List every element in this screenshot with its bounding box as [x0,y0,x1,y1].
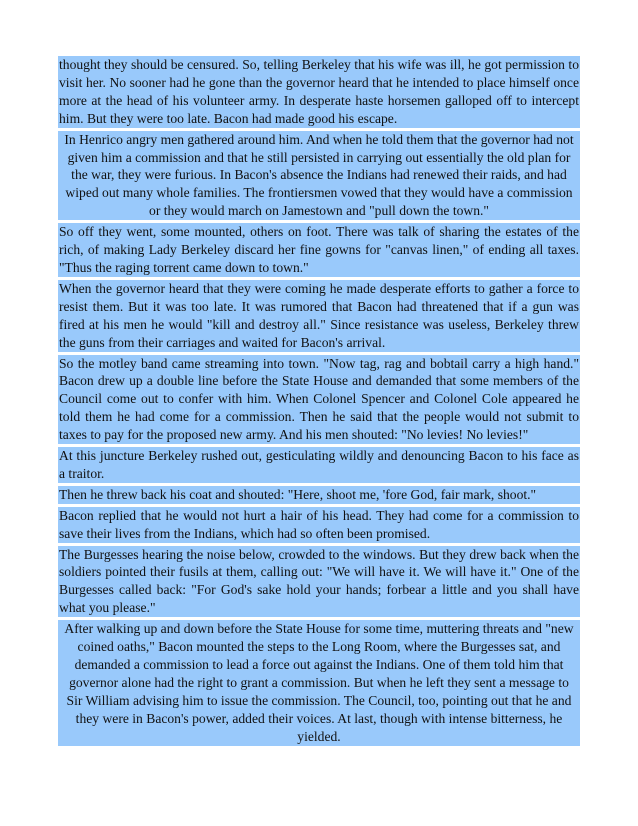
paragraph-2: In Henrico angry men gathered around him. And when he told them that the governor had not given him a commission and that he still persisted in carrying out essentially the old plan for the war, they were furious. In Bacon's absence the Indians had renewed their raids, and had wiped out many whole families. The frontiersmen vowed that they would have a commission or they would march on Jamestown and "pull down the town." [58,131,580,221]
paragraph-5: So the motley band came streaming into town. "Now tag, rag and bobtail carry a high hand." Bacon drew up a double line before the State House and demanded that some members of the Council come out to confer with him. When Colonel Spencer and Colonel Cole appeared he told them he had come for a commission. Then he said that the people would not submit to taxes to pay for the proposed new army. And his men shouted: "No levies! No levies!" [59,355,579,443]
paragraph-6: At this juncture Berkeley rushed out, gesticulating wildly and denouncing Bacon to his face as a traitor. [59,448,579,481]
paragraph-9: The Burgesses hearing the noise below, crowded to the windows. But they drew back when the soldiers pointed their fusils at them, calling out: "We will have it. We will have it." One of the Burgesses called back: "For God's sake hold your hands; forbear a little and you shall have what you please." [59,546,579,616]
document-page [58,56,580,749]
paragraph-3: So off they went, some mounted, others on foot. There was talk of sharing the estates of the rich, of making Lady Berkeley discard her fine gowns for "canvas linen," of ending all taxes. "Thus the raging torrent came down to town." [59,224,579,275]
paragraph-1: thought they should be censured. So, telling Berkeley that his wife was ill, he got permission to visit her. No sooner had he gone than the governor heard that he intended to place himself once more at the head of his volunteer army. In desperate haste horsemen galloped off to intercept him. But they were too late. Bacon had made good his escape. [59,57,579,126]
paragraph-7: Then he threw back his coat and shouted: "Here, shoot me, 'fore God, fair mark, shoot." [58,486,580,504]
paragraph-10: After walking up and down before the State House for some time, muttering threats and "new coined oaths," Bacon mounted the steps to the Long Room, where the Burgesses sat, and demanded a commission to lead a force out against the Indians. One of them told him that governor alone had the right to grant a commission. But when he left they sent a message to Sir William advising him to issue the commission. The Council, too, pointing out that he and they were in Bacon's power, added their voices. At last, though with intense bitterness, he yielded. [58,620,580,745]
paragraph-4: When the governor heard that they were coming he made desperate efforts to gather a force to resist them. But it was too late. It was rumored that Bacon had threatened that if a gun was fired at his men he would "kill and destroy all." Since resistance was useless, Berkeley threw the guns from their carriages and waited for Bacon's arrival. [59,280,579,350]
paragraph-8: Bacon replied that he would not hurt a hair of his head. They had come for a commission to save their lives from the Indians, which had so often been promised. [59,507,579,541]
